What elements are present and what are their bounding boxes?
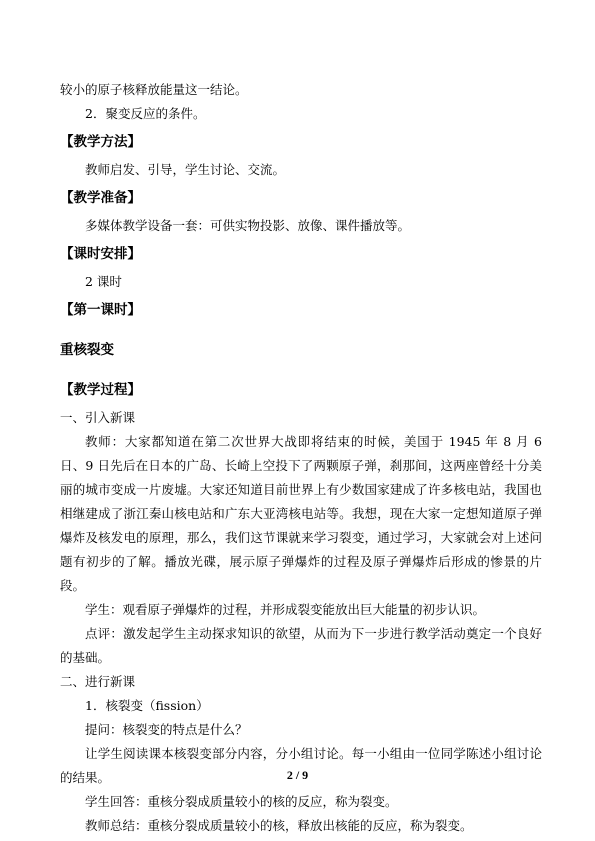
text-line: 教师总结：重核分裂成质量较小的核，释放出核能的反应，称为裂变。 [85,818,473,833]
text-line: 一、引入新课 [60,410,136,425]
text-line: 2．聚变反应的条件。 [85,106,206,121]
text-line: 2 课时 [85,274,122,289]
section-heading-teaching-method: 【教学方法】 [60,134,141,150]
section-heading-teaching-process: 【教学过程】 [60,382,141,398]
spacer [60,326,542,334]
spacer [60,366,542,374]
text-line: 较小的原子核释放能量这一结论。 [60,82,248,97]
lesson-topic-heading: 重核裂变 [60,342,114,358]
text-line: 二、进行新课 [60,674,136,689]
document-body [60,78,542,838]
paragraph-reading-task: 让学生阅读课本核裂变部分内容，分小组讨论。每一小组由一位同学陈述小组讨论的结果。 [60,746,542,785]
text-line: 学生回答：重核分裂成质量较小的核的反应，称为裂变。 [85,794,398,809]
text-line: 多媒体教学设备一套：可供实物投影、放像、课件播放等。 [85,218,411,233]
text-line: 提问：核裂变的特点是什么？ [85,722,248,737]
section-heading-first-lesson: 【第一课时】 [60,302,141,318]
paragraph-comment: 点评：激发起学生主动探求知识的欲望，从而为下一步进行教学活动奠定一个良好的基础。 [60,626,542,665]
section-heading-teaching-preparation: 【教学准备】 [60,190,141,206]
text-line: 教师启发、引导，学生讨论、交流。 [85,162,286,177]
page-number: 2 / 9 [286,768,309,782]
paragraph-teacher-intro: 教师：大家都知道在第二次世界大战即将结束的时候，美国于 1945 年 8 月 6 日、9 日先后在日本的广岛、长崎上空投下了两颗原子弹，刹那间，这两座曾经十分美丽的城市变成一片废墟。大家还知道目前世界上有少数国家建成了许多核电站，我国也相继建成了浙江秦山核电站和广东大亚湾核电站等。我想，现在大家一定想知道原子弹爆炸及核发电的原理，那么，我们这节课就来学习裂变，通过学习，大家就会对上述问题有初步的了解。播放光碟，展示原子弹爆炸的过程及原子弹爆炸后形成的惨景的片段。 [60,434,542,593]
section-heading-class-schedule: 【课时安排】 [60,246,141,262]
text-line: 1．核裂变（fission） [85,698,209,713]
paragraph-student: 学生：观看原子弹爆炸的过程，并形成裂变能放出巨大能量的初步认识。 [85,602,486,617]
